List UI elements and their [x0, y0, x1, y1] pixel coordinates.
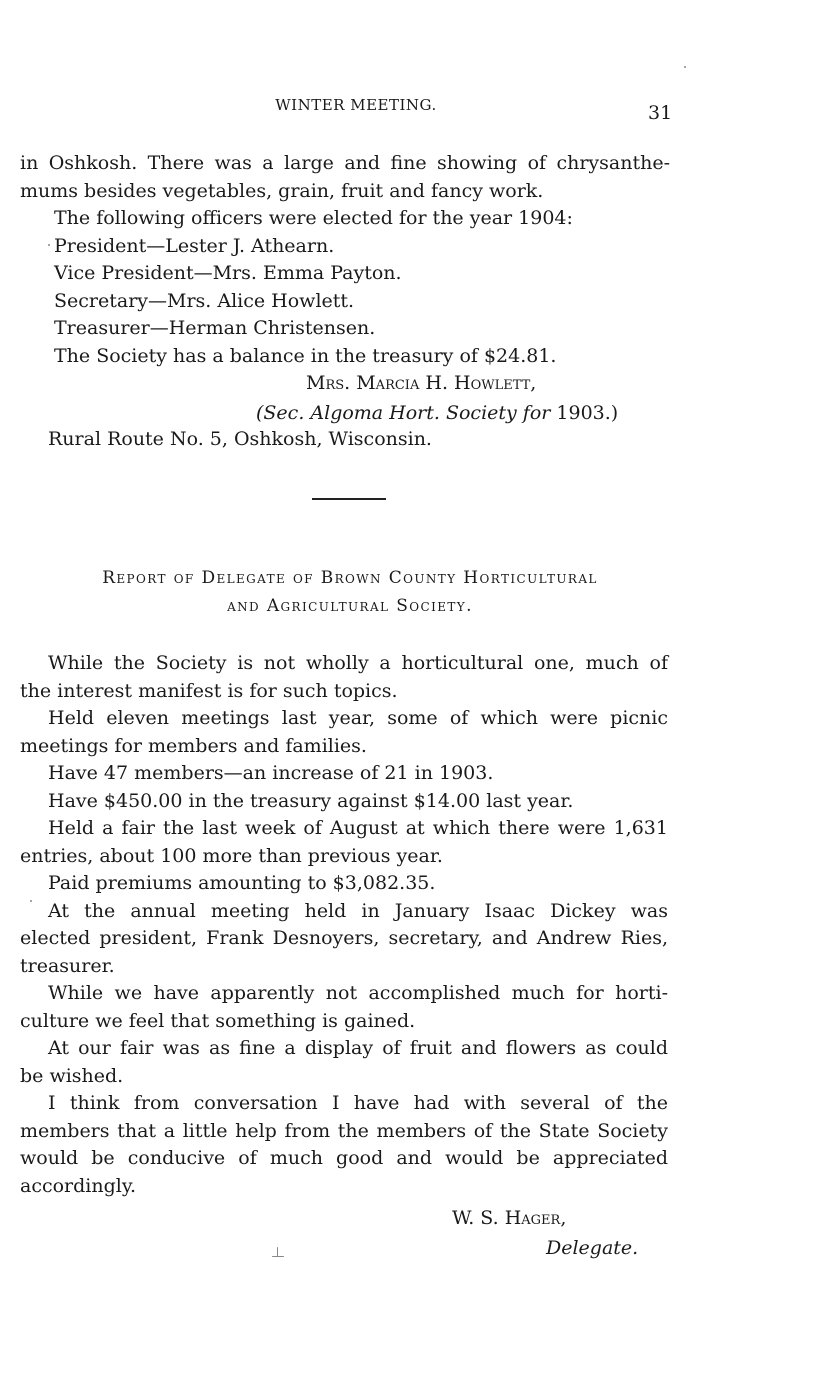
text-line: entries, about 100 more than previous year. [20, 844, 443, 867]
delegate-title: Delegate. [546, 1237, 639, 1259]
officer-treasurer: Treasurer—Herman Christensen. [54, 317, 376, 339]
text-line: While we have apparently not accomplished much for horti- [48, 982, 668, 1004]
brown-county-report-text [20, 650, 668, 1200]
text-line: would be conducive of much good and would be appreciated [20, 1147, 668, 1169]
text-line: accordingly. [20, 1174, 137, 1197]
print-speck [48, 244, 50, 246]
text-line: the interest manifest is for such topics. [20, 679, 398, 702]
officer-secretary: Secretary—Mrs. Alice Howlett. [54, 289, 355, 312]
text-line: Held eleven meetings last year, some of which were picnic [48, 707, 668, 729]
signature-title-year: 1903.) [556, 402, 619, 424]
text-line: At the annual meeting held in January Isaac Dickey was [48, 899, 668, 922]
algoma-report-text [20, 150, 670, 370]
signature-name: Mrs. Marcia H. Howlett, [306, 372, 537, 394]
address: Rural Route No. 5, Oshkosh, Wisconsin. [48, 428, 432, 450]
text-line: While the Society is not wholly a horticultural one, much of [48, 652, 668, 674]
section-heading: Report of Delegate of Brown County Horticultural [102, 568, 598, 588]
print-speck [272, 1256, 284, 1257]
text-line: members that a little help from the members of the State Society [20, 1119, 668, 1142]
text-line: The following officers were elected for the year 1904: [54, 207, 573, 229]
text-line: elected president, Frank Desnoyers, secretary, and Andrew Ries, [20, 927, 668, 949]
text-line: At our fair was as fine a display of fruit and flowers as could [48, 1037, 668, 1059]
text-line: Held a fair the last week of August at which there were 1,631 [48, 817, 668, 839]
text-line: Have $450.00 in the treasury against $14.00 last year. [48, 789, 574, 812]
officer-president: President—Lester J. Athearn. [54, 234, 335, 257]
treasury-balance: The Society has a balance in the treasury of $24.81. [54, 344, 557, 367]
text-line: be wished. [20, 1064, 124, 1087]
section-divider [312, 498, 386, 500]
delegate-name: W. S. Hager, [452, 1207, 567, 1229]
signature-title [256, 402, 618, 424]
text-line: Have 47 members—an increase of 21 in 1903. [48, 762, 494, 784]
text-line: culture we feel that something is gained. [20, 1009, 416, 1032]
print-speck [30, 900, 32, 902]
text-line: I think from conversation I have had with several of the [48, 1092, 668, 1114]
print-speck [277, 1247, 278, 1257]
section-heading-continued: and Agricultural Society. [227, 596, 473, 616]
running-head: WINTER MEETING. [275, 96, 437, 114]
text-line: mums besides vegetables, grain, fruit and fancy work. [20, 179, 544, 202]
text-line: meetings for members and families. [20, 734, 367, 757]
text-line: treasurer. [20, 954, 115, 977]
print-speck [684, 66, 686, 68]
page-number: 31 [648, 102, 673, 124]
text-line: Paid premiums amounting to $3,082.35. [48, 872, 436, 894]
text-line: in Oshkosh. There was a large and fine showing of chrysanthe- [20, 152, 670, 174]
signature-title-text: (Sec. Algoma Hort. Society for [256, 402, 557, 424]
officer-vice-president: Vice President—Mrs. Emma Payton. [54, 262, 402, 284]
